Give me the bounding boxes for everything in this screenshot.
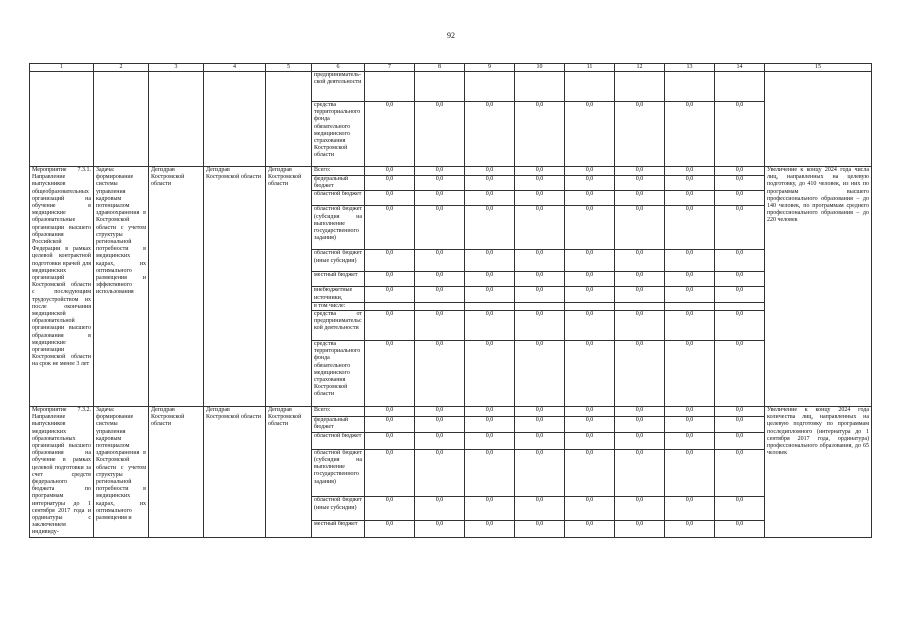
value-cell: 0,0 xyxy=(515,407,565,417)
column-number: 14 xyxy=(715,64,765,72)
value-cell xyxy=(365,302,415,310)
funding-source: областной бюджет xyxy=(312,433,365,449)
value-cell: 0,0 xyxy=(415,191,465,206)
value-cell: 0,0 xyxy=(465,449,515,497)
value-cell: 0,0 xyxy=(365,176,415,191)
value-cell: 0,0 xyxy=(565,449,615,497)
value-cell: 0,0 xyxy=(465,416,515,433)
value-cell: 0,0 xyxy=(565,102,615,167)
value-cell xyxy=(615,302,665,310)
value-cell: 0,0 xyxy=(465,341,515,407)
value-cell: 0,0 xyxy=(465,250,515,272)
column-number: 2 xyxy=(94,64,149,72)
value-cell: 0,0 xyxy=(365,497,415,521)
value-cell: 0,0 xyxy=(415,449,465,497)
value-cell: 0,0 xyxy=(465,102,515,167)
funding-source: местный бюджет xyxy=(312,521,365,537)
value-cell: 0,0 xyxy=(615,250,665,272)
value-cell: 0,0 xyxy=(365,407,415,417)
value-cell: 0,0 xyxy=(715,287,765,302)
value-cell: 0,0 xyxy=(615,167,665,176)
column-number: 4 xyxy=(204,64,266,72)
column-number: 11 xyxy=(565,64,615,72)
value-cell xyxy=(515,302,565,310)
value-cell: 0,0 xyxy=(715,497,765,521)
value-cell: 0,0 xyxy=(365,521,415,537)
funding-source: Всего: xyxy=(312,407,365,417)
value-cell: 0,0 xyxy=(715,433,765,449)
value-cell: 0,0 xyxy=(365,167,415,176)
value-cell: 0,0 xyxy=(715,416,765,433)
empty-cell xyxy=(765,72,872,167)
value-cell: 0,0 xyxy=(665,176,715,191)
value-cell: 0,0 xyxy=(515,206,565,250)
value-cell: 0,0 xyxy=(715,176,765,191)
empty-cell xyxy=(94,72,149,167)
value-cell: 0,0 xyxy=(365,433,415,449)
value-cell: 0,0 xyxy=(715,311,765,341)
value-cell xyxy=(665,72,715,102)
value-cell: 0,0 xyxy=(365,449,415,497)
value-cell: 0,0 xyxy=(415,341,465,407)
value-cell: 0,0 xyxy=(715,407,765,417)
value-cell: 0,0 xyxy=(615,449,665,497)
value-cell: 0,0 xyxy=(465,433,515,449)
column-number: 7 xyxy=(365,64,415,72)
value-cell: 0,0 xyxy=(665,449,715,497)
value-cell: 0,0 xyxy=(615,341,665,407)
value-cell: 0,0 xyxy=(665,341,715,407)
value-cell: 0,0 xyxy=(515,497,565,521)
value-cell: 0,0 xyxy=(715,449,765,497)
activity-name: Мероприятие 7.3.1. Направление выпускников общеобразовательных организаций на обучение в медицинские образовательные организации высшего образования Российской Федерации в рамках целевой контрактной подготовки врачей для медицинских организаций Костромской области с последующим трудоустройством их после окончания медицинской образовательной организации высшего образования в медицинские организации Костромской области на срок не менее 3 лет xyxy=(30,167,94,407)
value-cell: 0,0 xyxy=(715,272,765,287)
value-cell: 0,0 xyxy=(615,407,665,417)
value-cell: 0,0 xyxy=(515,102,565,167)
value-cell: 0,0 xyxy=(415,521,465,537)
expected-result: Увеличение к концу 2024 года количества лиц, направленных на целевую подготовку по программам последипломного (интернатура до 1 сентября 2017 года, ординатура) профессионального образования, до 65 человек xyxy=(765,407,872,538)
responsible-executor: Депздрав Костромской области xyxy=(149,407,204,538)
value-cell: 0,0 xyxy=(465,407,515,417)
value-cell: 0,0 xyxy=(515,449,565,497)
value-cell: 0,0 xyxy=(665,272,715,287)
value-cell: 0,0 xyxy=(615,191,665,206)
value-cell: 0,0 xyxy=(365,272,415,287)
value-cell xyxy=(665,302,715,310)
column-number: 15 xyxy=(765,64,872,72)
funding-source: областной бюджет (иные субсидии) xyxy=(312,497,365,521)
value-cell: 0,0 xyxy=(565,407,615,417)
value-cell: 0,0 xyxy=(615,287,665,302)
participant: Депздрав Костромской области xyxy=(266,167,312,407)
co-executor: Депздрав Костромской области xyxy=(204,407,266,538)
column-number: 5 xyxy=(266,64,312,72)
value-cell: 0,0 xyxy=(565,341,615,407)
value-cell: 0,0 xyxy=(665,407,715,417)
value-cell: 0,0 xyxy=(615,102,665,167)
value-cell: 0,0 xyxy=(665,311,715,341)
column-number: 13 xyxy=(665,64,715,72)
funding-source: федеральный бюджет xyxy=(312,416,365,433)
value-cell: 0,0 xyxy=(415,497,465,521)
funding-source: областной бюджет xyxy=(312,191,365,206)
funding-source: средства территориального фонда обязательного медицинского страхования Костромской области xyxy=(312,102,365,167)
value-cell: 0,0 xyxy=(365,191,415,206)
value-cell: 0,0 xyxy=(665,287,715,302)
empty-cell xyxy=(266,72,312,167)
value-cell xyxy=(615,72,665,102)
value-cell: 0,0 xyxy=(365,250,415,272)
value-cell: 0,0 xyxy=(515,176,565,191)
co-executor: Депздрав Костромской области xyxy=(204,167,266,407)
funding-source: областной бюджет (субсидия на выполнение государственного задания) xyxy=(312,449,365,497)
value-cell: 0,0 xyxy=(465,311,515,341)
table-row xyxy=(30,72,872,102)
value-cell: 0,0 xyxy=(665,102,715,167)
value-cell: 0,0 xyxy=(465,497,515,521)
value-cell: 0,0 xyxy=(465,176,515,191)
column-number-row xyxy=(30,64,872,72)
value-cell: 0,0 xyxy=(365,287,415,302)
activity-name: Мероприятие 7.3.2. Направление выпускников медицинских образовательных организаций высшего образования на обучение в рамках целевой подготовки за счет средств федерального бюджета по программам интернатуры до 1 сентября 2017 года и ординатуры с заключением индивиду- xyxy=(30,407,94,538)
column-number: 1 xyxy=(30,64,94,72)
value-cell: 0,0 xyxy=(665,497,715,521)
funding-source: средства территориального фонда обязательного медицинского страхования Костромской области xyxy=(312,341,365,407)
funding-source: в том числе: xyxy=(312,302,365,310)
value-cell xyxy=(565,72,615,102)
value-cell: 0,0 xyxy=(415,287,465,302)
value-cell: 0,0 xyxy=(615,433,665,449)
funding-source: областной бюджет (иные субсидии) xyxy=(312,250,365,272)
value-cell: 0,0 xyxy=(515,311,565,341)
value-cell: 0,0 xyxy=(565,167,615,176)
value-cell: 0,0 xyxy=(515,287,565,302)
empty-cell xyxy=(149,72,204,167)
value-cell: 0,0 xyxy=(465,521,515,537)
value-cell: 0,0 xyxy=(565,250,615,272)
value-cell: 0,0 xyxy=(515,272,565,287)
value-cell: 0,0 xyxy=(465,191,515,206)
value-cell: 0,0 xyxy=(365,341,415,407)
funding-source: внебюджетные источники, xyxy=(312,287,365,302)
value-cell xyxy=(715,72,765,102)
value-cell: 0,0 xyxy=(415,167,465,176)
value-cell: 0,0 xyxy=(715,102,765,167)
value-cell: 0,0 xyxy=(465,287,515,302)
value-cell: 0,0 xyxy=(615,206,665,250)
value-cell: 0,0 xyxy=(665,416,715,433)
value-cell: 0,0 xyxy=(665,521,715,537)
value-cell: 0,0 xyxy=(715,341,765,407)
value-cell: 0,0 xyxy=(565,191,615,206)
value-cell: 0,0 xyxy=(415,102,465,167)
value-cell: 0,0 xyxy=(415,407,465,417)
value-cell: 0,0 xyxy=(565,272,615,287)
value-cell: 0,0 xyxy=(365,206,415,250)
table-row xyxy=(30,407,872,417)
value-cell: 0,0 xyxy=(565,433,615,449)
value-cell: 0,0 xyxy=(515,521,565,537)
value-cell: 0,0 xyxy=(615,272,665,287)
value-cell: 0,0 xyxy=(565,416,615,433)
value-cell: 0,0 xyxy=(415,206,465,250)
value-cell: 0,0 xyxy=(665,206,715,250)
value-cell: 0,0 xyxy=(665,167,715,176)
value-cell xyxy=(515,72,565,102)
value-cell: 0,0 xyxy=(515,341,565,407)
expected-result: Увеличение к концу 2024 года числа лиц, направленных на целевую подготовку, до 410 человек, из них по программам высшего профессионального образования – до 140 человек, по программам среднего профессионального образования – до 220 человек xyxy=(765,167,872,407)
column-number: 9 xyxy=(465,64,515,72)
value-cell: 0,0 xyxy=(565,521,615,537)
value-cell: 0,0 xyxy=(565,311,615,341)
task-description: Задача: формирование системы управления кадровым потенциалом здравоохранения в Костромской области с учетом структуры региональной потребности в медицинских кадрах, их оптимального размещения и эффективного использования xyxy=(94,167,149,407)
value-cell xyxy=(365,72,415,102)
page-number: 92 xyxy=(447,31,455,40)
value-cell: 0,0 xyxy=(615,521,665,537)
value-cell: 0,0 xyxy=(715,206,765,250)
column-number: 3 xyxy=(149,64,204,72)
financing-table xyxy=(29,63,872,538)
value-cell: 0,0 xyxy=(415,272,465,287)
value-cell: 0,0 xyxy=(565,287,615,302)
funding-source: областной бюджет (субсидия на выполнение государственного задания) xyxy=(312,206,365,250)
value-cell: 0,0 xyxy=(665,250,715,272)
value-cell: 0,0 xyxy=(615,311,665,341)
value-cell: 0,0 xyxy=(565,206,615,250)
value-cell xyxy=(465,72,515,102)
value-cell: 0,0 xyxy=(365,416,415,433)
table-body xyxy=(30,64,872,538)
column-number: 10 xyxy=(515,64,565,72)
value-cell xyxy=(565,302,615,310)
value-cell: 0,0 xyxy=(615,497,665,521)
value-cell: 0,0 xyxy=(515,191,565,206)
value-cell: 0,0 xyxy=(715,250,765,272)
empty-cell xyxy=(204,72,266,167)
funding-source: предпринимательской деятельности xyxy=(312,72,365,102)
funding-source: федеральный бюджет xyxy=(312,176,365,191)
value-cell: 0,0 xyxy=(415,176,465,191)
value-cell: 0,0 xyxy=(415,416,465,433)
column-number: 6 xyxy=(312,64,365,72)
funding-source: местный бюджет xyxy=(312,272,365,287)
value-cell: 0,0 xyxy=(515,416,565,433)
value-cell: 0,0 xyxy=(515,250,565,272)
value-cell: 0,0 xyxy=(615,176,665,191)
value-cell: 0,0 xyxy=(465,167,515,176)
value-cell xyxy=(715,302,765,310)
participant: Депздрав Костромской области xyxy=(266,407,312,538)
column-number: 8 xyxy=(415,64,465,72)
value-cell: 0,0 xyxy=(365,102,415,167)
value-cell: 0,0 xyxy=(565,497,615,521)
empty-cell xyxy=(30,72,94,167)
value-cell: 0,0 xyxy=(715,521,765,537)
value-cell: 0,0 xyxy=(715,191,765,206)
value-cell: 0,0 xyxy=(565,176,615,191)
value-cell xyxy=(415,72,465,102)
value-cell: 0,0 xyxy=(515,167,565,176)
funding-source: средства от предпринимательской деятельности xyxy=(312,311,365,341)
value-cell: 0,0 xyxy=(515,433,565,449)
value-cell: 0,0 xyxy=(415,250,465,272)
value-cell: 0,0 xyxy=(465,206,515,250)
value-cell: 0,0 xyxy=(715,167,765,176)
value-cell: 0,0 xyxy=(365,311,415,341)
value-cell: 0,0 xyxy=(665,191,715,206)
task-description: Задача: формирование системы управления кадровым потенциалом здравоохранения в Костромской области с учетом структуры региональной потребности в медицинских кадрах, их оптимального размещения и xyxy=(94,407,149,538)
value-cell: 0,0 xyxy=(465,272,515,287)
responsible-executor: Депздрав Костромской области xyxy=(149,167,204,407)
value-cell: 0,0 xyxy=(415,311,465,341)
column-number: 12 xyxy=(615,64,665,72)
value-cell xyxy=(465,302,515,310)
table-row xyxy=(30,167,872,176)
funding-source: Всего: xyxy=(312,167,365,176)
value-cell xyxy=(415,302,465,310)
value-cell: 0,0 xyxy=(415,433,465,449)
value-cell: 0,0 xyxy=(615,416,665,433)
value-cell: 0,0 xyxy=(665,433,715,449)
